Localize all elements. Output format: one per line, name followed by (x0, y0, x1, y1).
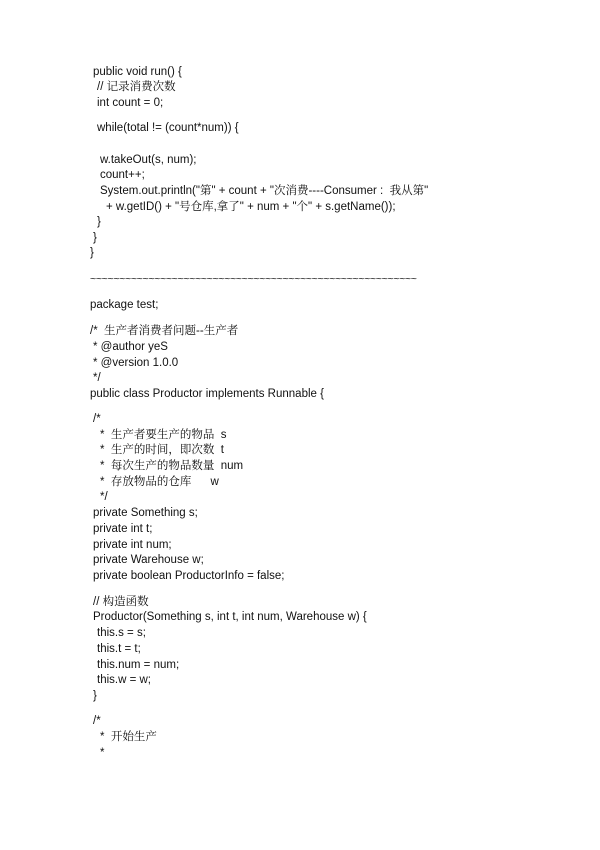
code-line: this.t = t; (97, 643, 141, 655)
code-line: * 开始生产 (100, 731, 157, 743)
code-line: private Warehouse w; (93, 554, 204, 566)
code-line: /* (93, 715, 101, 727)
code-line: } (97, 216, 101, 228)
code-line: private int num; (93, 539, 172, 551)
code-line: // 构造函数 (93, 596, 149, 608)
code-line: */ (93, 372, 101, 384)
code-line: * 生产者要生产的物品 s (100, 429, 227, 441)
code-line: } (93, 690, 97, 702)
code-line: */ (100, 491, 108, 503)
separator-line: ~~~~~~~~~~~~~~~~~~~~~~~~~~~~~~~~~~~~~~~~~~~~~~~~~~~~~~~~ (90, 273, 417, 285)
code-line: public class Productor implements Runnable { (90, 388, 324, 400)
code-line: + w.getID() + "号仓库,拿了" + num + "个" + s.getName()); (106, 201, 396, 213)
code-line: while(total != (count*num)) { (97, 122, 239, 134)
code-line: } (93, 232, 97, 244)
code-line: package test; (90, 299, 159, 311)
code-line: * @author yeS (93, 341, 168, 353)
code-line: /* (93, 413, 101, 425)
code-line: * (100, 747, 105, 759)
code-line: * 存放物品的仓库 w (100, 476, 219, 488)
code-line: private int t; (93, 523, 153, 535)
code-line: count++; (100, 169, 145, 181)
code-line: } (90, 247, 94, 259)
code-line: * @version 1.0.0 (93, 357, 179, 369)
code-line: * 生产的时间，即次数 t (100, 444, 224, 456)
code-line: Productor(Something s, int t, int num, Warehouse w) { (93, 611, 367, 623)
code-line: this.s = s; (97, 627, 146, 639)
code-line: private Something s; (93, 507, 198, 519)
code-line: System.out.println("第" + count + "次消费----Consumer : 我从第" (100, 185, 429, 197)
code-line: * 每次生产的物品数量 num (100, 460, 244, 472)
code-line: w.takeOut(s, num); (100, 154, 197, 166)
code-line: private boolean ProductorInfo = false; (93, 570, 285, 582)
code-line: public void run() { (93, 66, 182, 78)
code-line: this.w = w; (97, 674, 152, 686)
code-line: // 记录消费次数 (97, 81, 176, 93)
code-line: int count = 0; (97, 97, 164, 109)
code-line: /* 生产者消费者问题--生产者 (90, 325, 239, 337)
code-line: this.num = num; (97, 659, 180, 671)
